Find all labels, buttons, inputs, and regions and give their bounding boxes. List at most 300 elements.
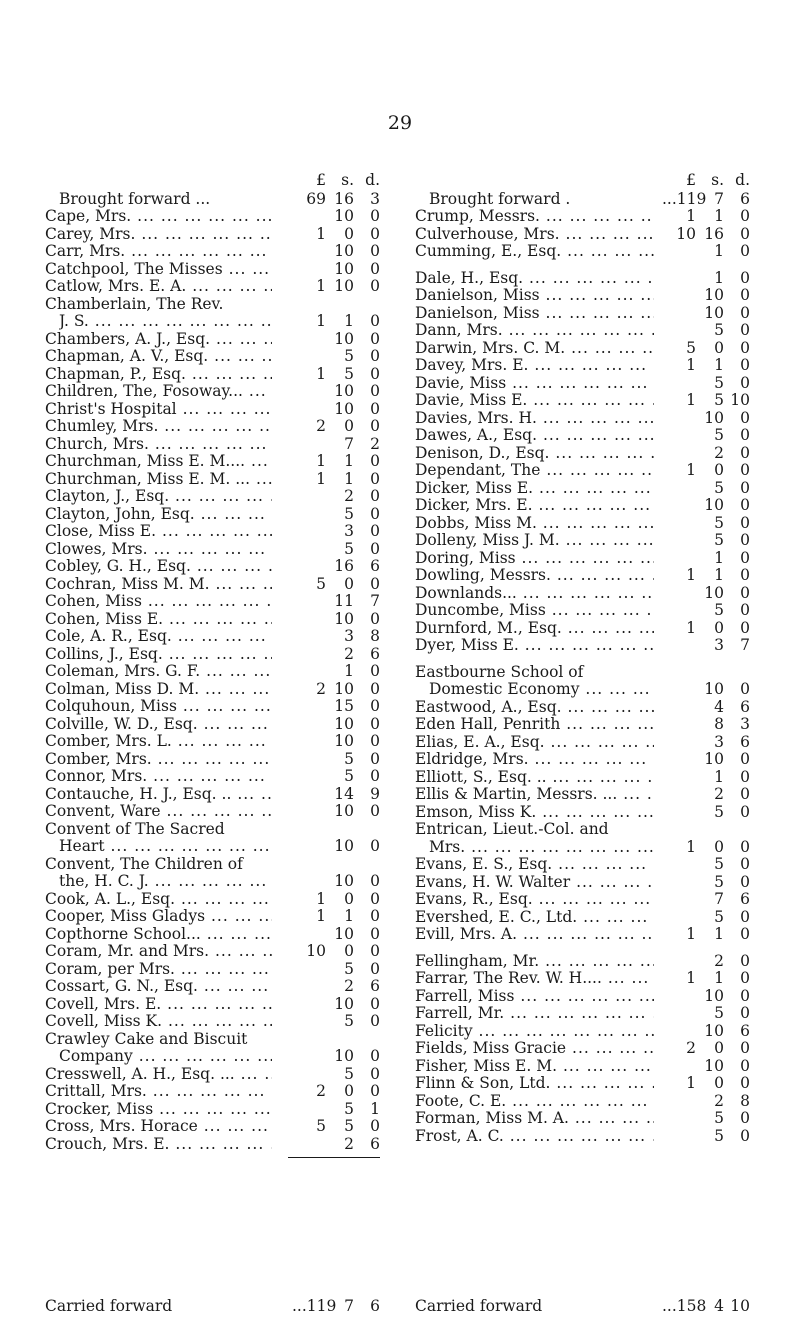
shillings: 1 (344, 662, 354, 680)
pence: 0 (740, 426, 750, 444)
subscriber-name: Farrell, Miss ... . (415, 988, 654, 1006)
subscriber-row-continuation (45, 313, 380, 331)
subscriber-row (415, 340, 750, 358)
subscriber-name: Entrican, Lieut.-Col. and (415, 821, 609, 838)
page-number: 29 (387, 112, 413, 134)
shillings: 7 (714, 890, 724, 908)
shillings: 1 (344, 469, 354, 488)
pence: 0 (740, 513, 750, 532)
subscriber-name: Dyer, Miss E. ... . (415, 637, 654, 655)
pence: 3 (740, 715, 750, 733)
subscriber-row (45, 593, 380, 611)
subscriber-row (415, 909, 750, 927)
subscriber-row (45, 488, 380, 506)
shillings: 10 (704, 1056, 724, 1075)
subscriber-row (415, 410, 750, 428)
subscriber-row (45, 401, 380, 419)
pounds (292, 733, 326, 751)
pence: 0 (740, 785, 750, 803)
pounds: 1 (316, 907, 326, 925)
pence: 0 (740, 478, 750, 497)
subscriber-name: Convent, The Children of (45, 855, 243, 873)
shillings-header: s. (341, 171, 354, 189)
pounds (662, 751, 696, 769)
pence: 0 (370, 522, 380, 540)
pounds (292, 1013, 326, 1031)
subscriber-name: Darwin, Mrs. C. M. ... . (415, 340, 654, 358)
currency-header (415, 172, 750, 190)
subscriber-row (45, 243, 380, 261)
shillings: 10 (334, 732, 354, 750)
pounds (292, 436, 326, 454)
subscriber-name: Crittall, Mrs. ... . (45, 1083, 272, 1101)
pounds-header: £ (316, 171, 326, 189)
shillings: 1 (714, 925, 724, 943)
pence: 8 (370, 627, 380, 645)
pence: 6 (740, 697, 750, 716)
pence: 0 (740, 356, 750, 374)
pounds: 2 (316, 679, 326, 698)
pence: 3 (370, 189, 380, 208)
subscriber-name: Cobley, G. H., Esq. ... . (45, 558, 272, 576)
pounds (662, 427, 696, 445)
pounds (662, 270, 696, 288)
subscriber-name: Doring, Miss ... . (415, 550, 654, 568)
entry-list (45, 208, 380, 1153)
subscriber-name: Dicker, Miss E. ... . (415, 480, 654, 498)
pence: 0 (740, 373, 750, 392)
subscriber-name: Evans, E. S., Esq. ... . (415, 856, 654, 874)
pence: 0 (370, 242, 380, 260)
pence: 6 (740, 189, 750, 208)
pence: 0 (370, 277, 380, 295)
pounds (662, 550, 696, 568)
subscriber-name: Convent, Ware ... . (45, 803, 272, 821)
shillings: 11 (334, 592, 354, 610)
subscriber-name: Crocker, Miss ... . (45, 1101, 272, 1119)
subscriber-row (415, 664, 750, 682)
subscriber-row (415, 585, 750, 603)
pence: 0 (370, 1117, 380, 1135)
shillings: 0 (714, 1039, 724, 1057)
brought-forward-row (415, 191, 750, 209)
subscriber-row (45, 786, 380, 804)
pounds (662, 497, 696, 515)
subscriber-row (415, 532, 750, 550)
subscriber-name: Evans, R., Esq. ... . (415, 891, 654, 909)
pounds (292, 768, 326, 786)
shillings: 5 (714, 601, 724, 619)
shillings: 10 (334, 259, 354, 278)
pence: 0 (370, 329, 380, 348)
pence: 0 (370, 364, 380, 383)
subscriber-name: Close, Miss E. ... . (45, 523, 272, 541)
subscriber-name: Downlands... ... . (415, 585, 654, 603)
shillings: 2 (714, 443, 724, 462)
subscriber-row (415, 445, 750, 463)
subscriber-row (45, 348, 380, 366)
pence: 0 (740, 207, 750, 225)
shillings: 1 (344, 312, 354, 330)
subscriber-name: Coram, per Mrs. ... . (45, 961, 272, 979)
subscriber-row (45, 926, 380, 944)
pence: 9 (370, 784, 380, 803)
pounds: 1 (686, 837, 696, 856)
subscriber-name: Cohen, Miss E. ... . (45, 611, 272, 629)
pounds: 1 (686, 391, 696, 409)
pounds: 1 (686, 1074, 696, 1092)
pounds: 1 (686, 566, 696, 584)
pence: 0 (370, 452, 380, 470)
subscriber-row (45, 1066, 380, 1084)
shillings: 0 (344, 224, 354, 243)
subscriber-name: Connor, Mrs. ... . (45, 768, 272, 786)
pence-header: d. (735, 171, 750, 189)
subscriber-name: Catchpool, The Misses ... . (45, 261, 272, 279)
pounds (292, 803, 326, 821)
pounds (292, 751, 326, 769)
subscriber-row (415, 988, 750, 1006)
subscriber-row (45, 331, 380, 349)
pence: 0 (370, 207, 380, 225)
subscriber-name: Clayton, John, Esq. ... . (45, 506, 272, 524)
subscriber-row (415, 602, 750, 620)
subscriber-row (415, 1128, 750, 1146)
subscriber-row (415, 970, 750, 988)
subscriber-name: Crouch, Mrs. E. ... . (45, 1136, 272, 1154)
pounds (292, 698, 326, 716)
subscriber-name: Fisher, Miss E. M. ... . (415, 1058, 654, 1076)
pounds (662, 445, 696, 463)
subscriber-name: Culverhouse, Mrs. ... . (415, 226, 654, 244)
shillings: 3 (344, 522, 354, 540)
subscriber-row (45, 576, 380, 594)
shillings: 10 (334, 994, 354, 1013)
pence: 0 (370, 417, 380, 435)
subscriber-row (415, 208, 750, 226)
shillings: 10 (704, 496, 724, 514)
pounds (662, 1058, 696, 1076)
shillings: 5 (714, 1109, 724, 1127)
right-column (415, 172, 750, 1145)
pence: 0 (740, 224, 750, 243)
subscriber-name: Dale, H., Esq. ... . (415, 270, 654, 288)
pounds (292, 1048, 326, 1066)
pence: 0 (370, 889, 380, 908)
shillings: 14 (334, 784, 354, 803)
subscriber-row (415, 891, 750, 909)
subscriber-row-continuation (45, 838, 380, 856)
subscriber-name: Frost, A. C. ... . (415, 1128, 654, 1146)
subscriber-name: Dicker, Mrs. E. ... . (415, 497, 654, 515)
subscriber-row (415, 821, 750, 839)
pounds: 1 (686, 925, 696, 943)
pence: 0 (370, 679, 380, 698)
pounds (292, 331, 326, 349)
shillings: 2 (344, 487, 354, 505)
pence: 0 (740, 925, 750, 943)
subscriber-name: Chapman, A. V., Esq. ... . (45, 348, 272, 366)
subscriber-row (45, 261, 380, 279)
subscriber-row (45, 698, 380, 716)
pence: 0 (370, 312, 380, 330)
pence: 0 (740, 443, 750, 462)
shillings: 0 (714, 837, 724, 856)
shillings: 0 (344, 942, 354, 960)
subscriber-name: Danielson, Miss ... . (415, 287, 654, 305)
subscriber-name: Colman, Miss D. M. ... . (45, 681, 272, 699)
shillings: 5 (344, 1012, 354, 1030)
shillings: 1 (714, 242, 724, 260)
subscriber-name: Emson, Miss K. ... . (415, 804, 654, 822)
subscriber-name: Catlow, Mrs. E. A. ... . (45, 278, 272, 296)
pence: 0 (370, 1082, 380, 1100)
shillings: 10 (704, 986, 724, 1005)
subscriber-name: Dann, Mrs. ... . (415, 322, 654, 340)
shillings: 5 (714, 373, 724, 392)
letter-group-gap (415, 261, 750, 270)
pence: 6 (370, 557, 380, 575)
subscriber-row (415, 699, 750, 717)
shillings: 0 (344, 1082, 354, 1100)
pence: 6 (370, 1297, 380, 1315)
subscriber-row (45, 1118, 380, 1136)
pounds (292, 611, 326, 629)
pence: 0 (370, 539, 380, 558)
pounds (292, 488, 326, 506)
subscriber-row (45, 1031, 380, 1049)
pence: 0 (740, 583, 750, 602)
subscriber-row (45, 383, 380, 401)
pounds (662, 602, 696, 620)
pence: 6 (740, 1021, 750, 1040)
subscriber-name: Cresswell, A. H., Esq. ... ... . (45, 1066, 272, 1084)
subscriber-name: Comber, Mrs. L. ... . (45, 733, 272, 751)
pence: 0 (740, 951, 750, 970)
pounds (662, 287, 696, 305)
subscriber-row (45, 821, 380, 839)
shillings: 7 (344, 434, 354, 453)
pounds (662, 769, 696, 787)
pence: 0 (370, 259, 380, 278)
pounds (662, 305, 696, 323)
subscriber-name: Chapman, P., Esq. ... . (45, 366, 272, 384)
subscriber-name: Durnford, M., Esq. ... . (415, 620, 654, 638)
subscriber-name: Comber, Mrs. ... . (45, 751, 272, 769)
pence: 0 (370, 662, 380, 680)
subscriber-row (415, 926, 750, 944)
pounds: 1 (686, 618, 696, 637)
subscriber-name: Children, The, Fosoway... ... . (45, 383, 272, 401)
pounds (292, 261, 326, 279)
subscriber-row (45, 523, 380, 541)
subscriber-row (45, 611, 380, 629)
subscriber-name: Elliott, S., Esq. .. ... . (415, 769, 654, 787)
subscriber-name: Dependant, The ... . (415, 462, 654, 480)
subscriber-row (45, 856, 380, 874)
subscriber-name: Carr, Mrs. ... . (45, 243, 272, 261)
pounds: ...119 (662, 189, 707, 208)
subscriber-name: Elias, E. A., Esq. ... . (415, 734, 654, 752)
subscriber-row (45, 541, 380, 559)
pounds: 2 (686, 1039, 696, 1057)
shillings: 5 (344, 1099, 354, 1118)
shillings: 5 (344, 1064, 354, 1083)
subscriber-row (45, 506, 380, 524)
subscriber-row (45, 366, 380, 384)
subscriber-row (45, 978, 380, 996)
subscriber-row-continuation (45, 873, 380, 891)
pounds (292, 838, 326, 856)
brought-forward-row (45, 191, 380, 209)
pence: 0 (740, 680, 750, 698)
pence: 0 (370, 749, 380, 768)
pence: 0 (370, 1047, 380, 1065)
shillings: 7 (344, 1297, 354, 1315)
subscriber-row (415, 637, 750, 655)
pence: 0 (740, 1004, 750, 1022)
subscriber-row (45, 1101, 380, 1119)
shillings: 3 (714, 732, 724, 751)
subscriber-name: Denison, D., Esq. ... . (415, 445, 654, 463)
shillings: 1 (344, 452, 354, 470)
shillings: 0 (714, 618, 724, 637)
pence: 10 (730, 1297, 750, 1315)
pounds (292, 348, 326, 366)
subscriber-name: Covell, Mrs. E. ... . (45, 996, 272, 1014)
subscriber-row (415, 270, 750, 288)
pence: 0 (740, 986, 750, 1005)
pounds (292, 978, 326, 996)
pounds (662, 585, 696, 603)
subscriber-name: Colquhoun, Miss ... . (45, 698, 272, 716)
shillings: 5 (344, 347, 354, 365)
shillings: 10 (334, 802, 354, 820)
subscriber-row (415, 1005, 750, 1023)
pounds: 10 (306, 942, 326, 960)
subscriber-row (45, 646, 380, 664)
subscriber-name-continuation: Mrs. ... . (429, 839, 654, 857)
pence: 0 (740, 548, 750, 567)
subscriber-name-continuation: Domestic Economy ... . (429, 681, 654, 699)
pence: 0 (370, 469, 380, 488)
subscriber-row (45, 1083, 380, 1101)
subscriber-row (45, 943, 380, 961)
subscriber-name: Contauche, H. J., Esq. .. ... . (45, 786, 272, 804)
subscriber-row (45, 996, 380, 1014)
pounds-header: £ (686, 171, 696, 189)
subscriber-name: Davey, Mrs. E. ... . (415, 357, 654, 375)
subscriber-name-continuation: the, H. C. J. ... . (59, 873, 272, 891)
pence: 0 (370, 382, 380, 400)
pence: 6 (740, 890, 750, 908)
subscriber-row (415, 550, 750, 568)
subscriber-row (415, 620, 750, 638)
shillings: 5 (714, 478, 724, 497)
subscriber-name: Christ's Hospital ... . (45, 401, 272, 419)
pounds: 1 (316, 452, 326, 470)
subscriber-name: Eastbourne School of (415, 663, 584, 681)
pounds (662, 1110, 696, 1128)
subscriber-name: Cochran, Miss M. M. ... . (45, 576, 272, 594)
pence: 0 (740, 601, 750, 619)
pence: 10 (730, 391, 750, 409)
subscriber-row (415, 1058, 750, 1076)
subscriber-row (45, 1136, 380, 1154)
pounds (292, 873, 326, 891)
subscriber-name: Evill, Mrs. A. ... . (415, 926, 654, 944)
shillings: 5 (714, 531, 724, 549)
pence: 0 (740, 618, 750, 637)
subscriber-name: Churchman, Miss E. M. ... ... . (45, 471, 272, 489)
pence: 0 (370, 399, 380, 418)
subscriber-row (45, 208, 380, 226)
shillings: 2 (344, 1134, 354, 1153)
pounds (662, 1128, 696, 1146)
subscriber-name: Davies, Mrs. H. ... . (415, 410, 654, 428)
subscriber-row (415, 1040, 750, 1058)
subscriber-row (45, 471, 380, 489)
subscriber-name: Forman, Miss M. A. ... . (415, 1110, 654, 1128)
pounds: 1 (316, 889, 326, 908)
shillings: 5 (714, 391, 724, 409)
subscriber-row (415, 226, 750, 244)
subscriber-name: Farrell, Mr. ... . (415, 1005, 654, 1023)
subscriber-name: Cumming, E., Esq. ... . (415, 243, 654, 261)
pounds (662, 804, 696, 822)
pence: 0 (740, 321, 750, 339)
pounds (292, 996, 326, 1014)
subscriber-name: Fellingham, Mr. ... . (415, 953, 654, 971)
pounds (662, 1005, 696, 1023)
pence: 0 (370, 224, 380, 243)
subscriber-row (415, 515, 750, 533)
pence: 0 (740, 1074, 750, 1092)
shillings: 5 (714, 855, 724, 873)
subscriber-name: Chamberlain, The Rev. (45, 295, 224, 313)
pounds (662, 515, 696, 533)
subscriber-row (45, 681, 380, 699)
shillings-header: s. (711, 171, 724, 189)
subscriber-row (45, 296, 380, 314)
pounds: 1 (686, 461, 696, 479)
pounds (662, 322, 696, 340)
brought-forward-label: Brought forward ... (59, 190, 211, 208)
pence: 0 (740, 286, 750, 304)
subscriber-row (45, 891, 380, 909)
pence: 0 (370, 924, 380, 943)
shillings: 1 (344, 907, 354, 925)
shillings: 2 (344, 977, 354, 995)
pence: 0 (370, 574, 380, 593)
pence-header: d. (365, 171, 380, 189)
pounds (292, 1136, 326, 1154)
pounds: ...158 (662, 1297, 707, 1315)
pounds (292, 208, 326, 226)
pounds (662, 874, 696, 892)
pounds: 1 (686, 207, 696, 225)
subscriber-row (415, 1023, 750, 1041)
pounds (292, 663, 326, 681)
shillings: 16 (334, 189, 354, 208)
pence: 0 (370, 714, 380, 733)
pence: 0 (370, 959, 380, 978)
subscriber-name-continuation: Company ... . (59, 1048, 272, 1066)
subscriber-row (415, 804, 750, 822)
shillings: 10 (334, 872, 354, 890)
pounds (292, 243, 326, 261)
pence: 0 (740, 408, 750, 427)
